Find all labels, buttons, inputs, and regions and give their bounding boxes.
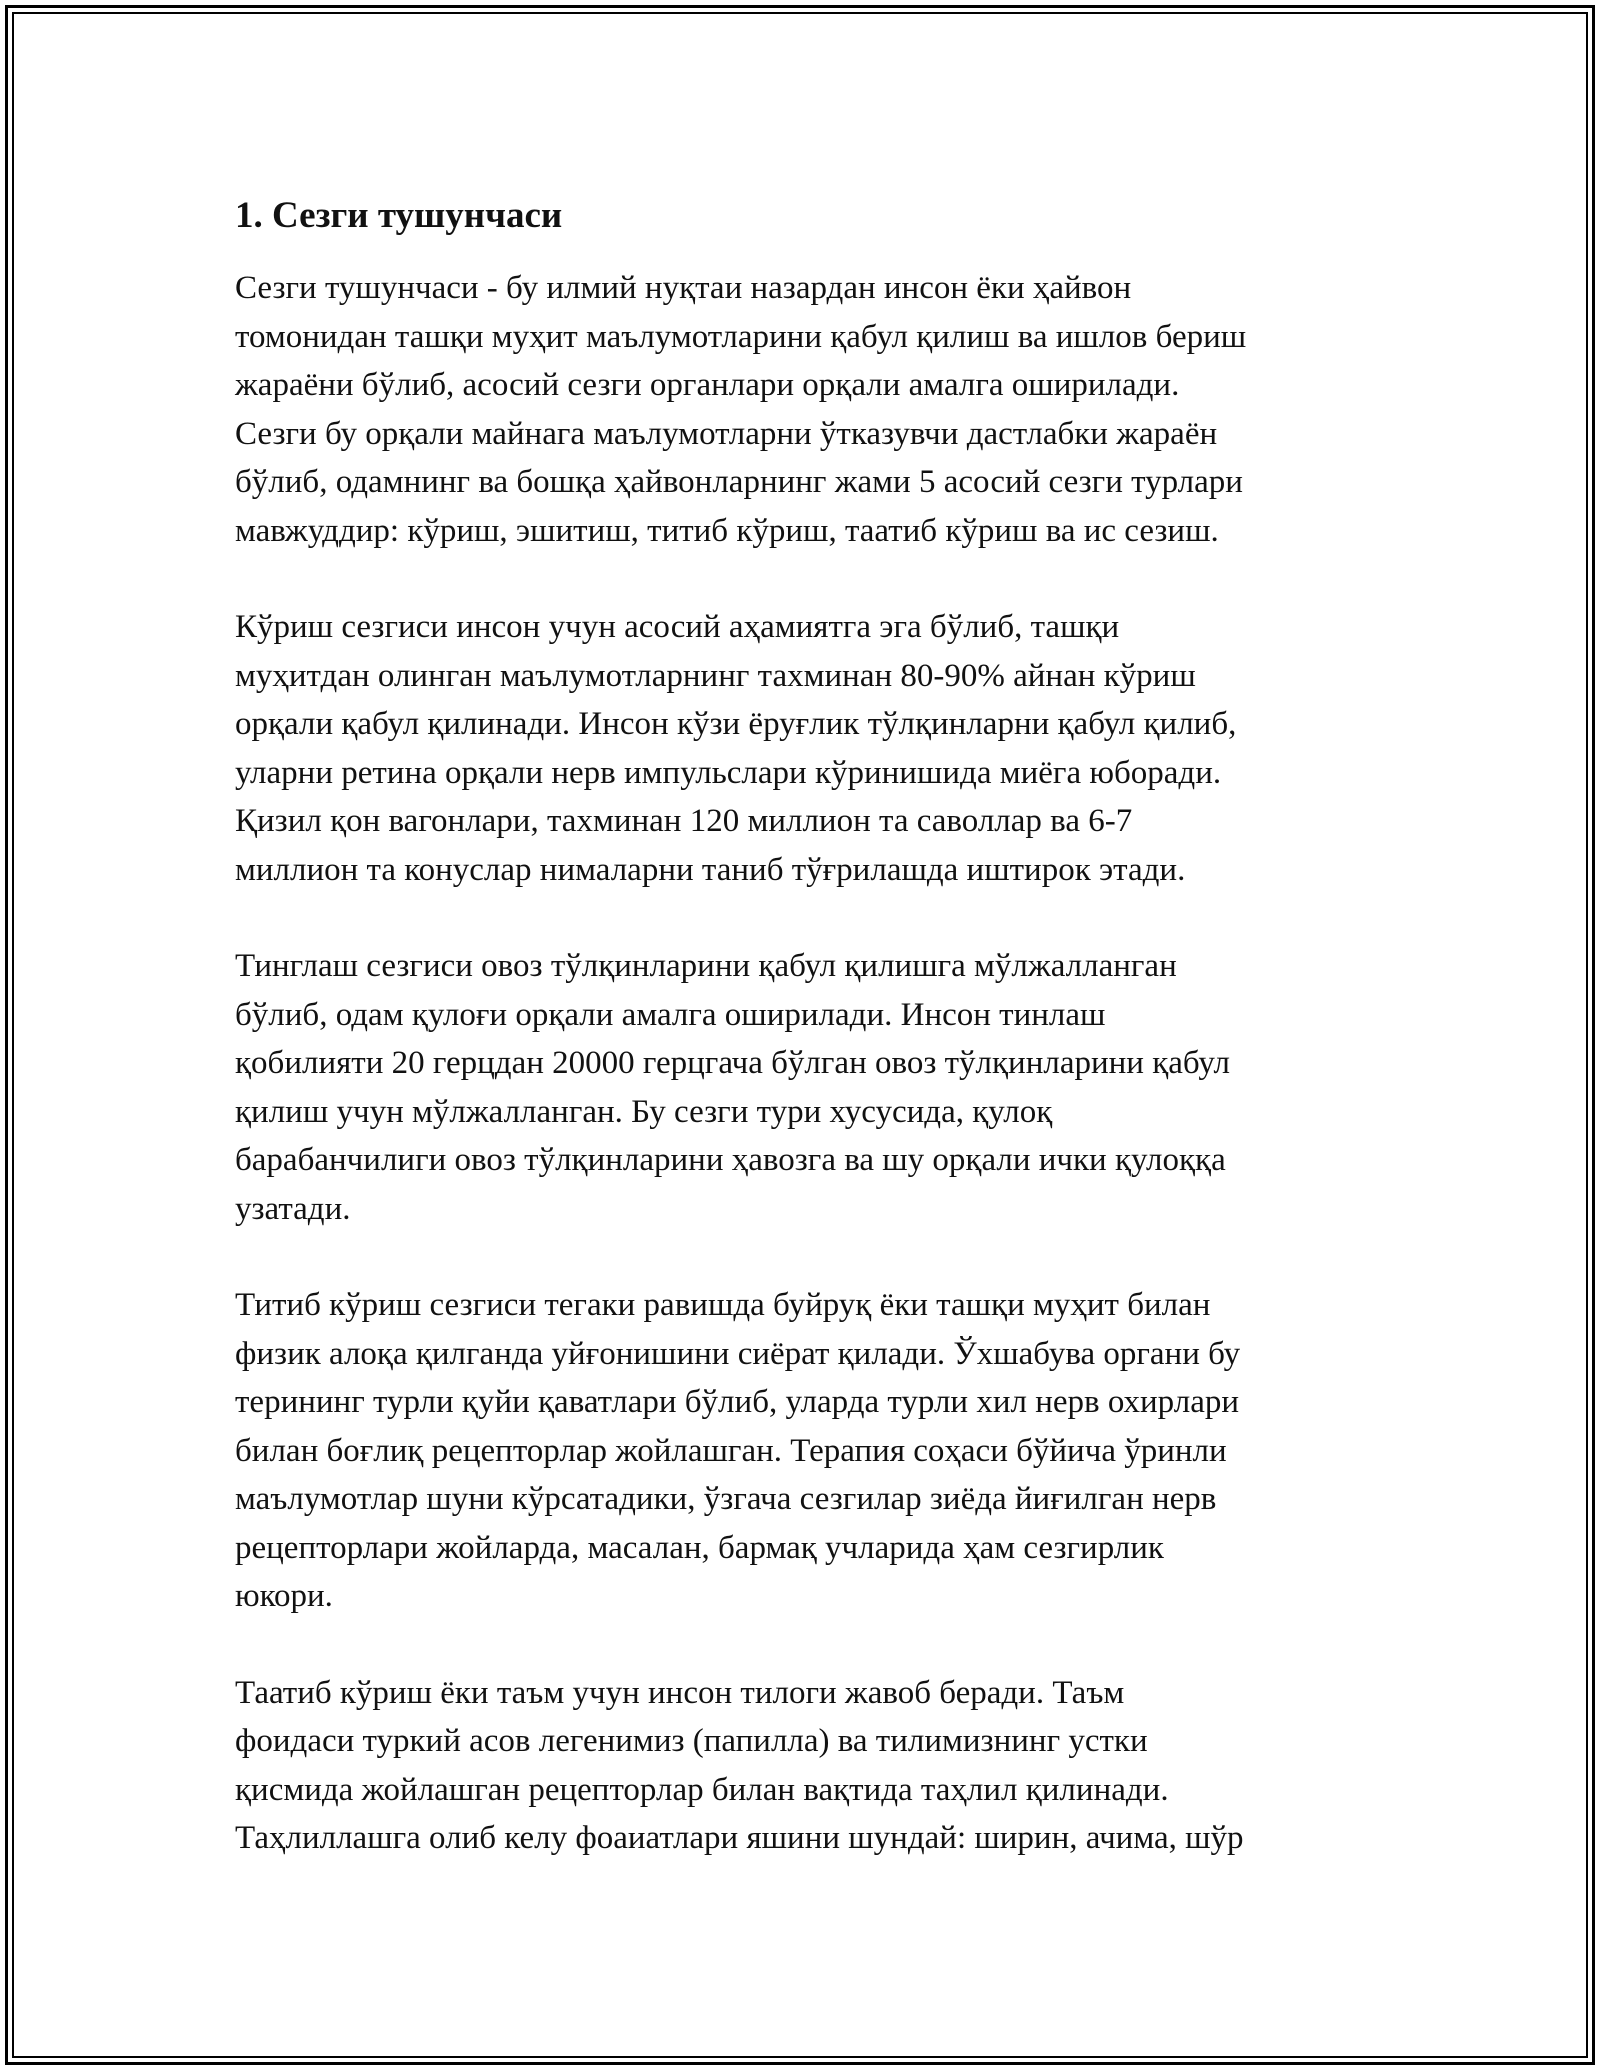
- text-line: маълумотлар шуни кўрсатадики, ўзгача сезгилар зиёда йиғилган нерв: [235, 1481, 1217, 1517]
- text-line: қилиш учун мўлжалланган. Бу сезги тури хусусида, қулоқ: [235, 1093, 1053, 1130]
- text-line: терининг турли қуйи қаватлари бўлиб, уларда турли хил нерв охирлари: [235, 1384, 1240, 1420]
- text-line: томонидан ташқи муҳит маълумотларини қабул қилиш ва ишлов бериш: [235, 318, 1247, 355]
- text-line: рецепторлари жойларда, масалан, бармақ учларида ҳам сезгирлик: [235, 1529, 1164, 1566]
- paragraph-intro: [235, 264, 1385, 555]
- text-line: Сезги тушунчаси - бу илмий нуқтаи назардан инсон ёки ҳайвон: [235, 270, 1132, 306]
- paragraph-hearing: [235, 942, 1385, 1233]
- text-line: қобилияти 20 герцдан 20000 герцгача бўлган овоз тўлқинларини қабул: [235, 1045, 1230, 1081]
- document-body: [235, 188, 1385, 1911]
- text-line: билан боғлиқ рецепторлар жойлашган. Терапия соҳаси бўйича ўринли: [235, 1432, 1227, 1469]
- text-line: физик алоқа қилганда уйғонишини сиёрат қилади. Ўхшабува органи бу: [235, 1335, 1241, 1372]
- text-line: орқали қабул қилинади. Инсон кўзи ёруғлик тўлқинларни қабул қилиб,: [235, 706, 1237, 742]
- text-line: Сезги бу орқали майнага маълумотларни ўтказувчи дастлабки жараён: [235, 415, 1218, 452]
- text-line: Таатиб кўриш ёки таъм учун инсон тилоги жавоб беради. Таъм: [235, 1674, 1125, 1711]
- text-line: Титиб кўриш сезгиси тегаки равишда буйруқ ёки ташқи муҳит билан: [235, 1287, 1211, 1323]
- text-line: миллион та конуслар нималарни таниб тўғрилашда иштирок этади.: [235, 851, 1186, 888]
- text-line: мавжуддир: кўриш, эшитиш, титиб кўриш, таатиб кўриш ва ис сезиш.: [235, 512, 1219, 549]
- text-line: фоидаси туркий асов легенимиз (папилла) ва тилимизнинг устки: [235, 1723, 1148, 1759]
- text-line: узатади.: [235, 1190, 351, 1227]
- text-line: бўлиб, одам қулоғи орқали амалга оширилади. Инсон тинлаш: [235, 996, 1106, 1033]
- text-line: қисмида жойлашган рецепторлар билан вақтида таҳлил қилинади.: [235, 1771, 1169, 1808]
- paragraph-vision: [235, 603, 1385, 894]
- text-line: Тинглаш сезгиси овоз тўлқинларини қабул қилишга мўлжалланган: [235, 948, 1177, 984]
- text-line: бўлиб, одамнинг ва бошқа ҳайвонларнинг жами 5 асосий сезги турлари: [235, 464, 1243, 500]
- text-line: барабанчилиги овоз тўлқинларини ҳавозга ва шу орқали ички қулоққа: [235, 1142, 1226, 1178]
- section-heading: 1. Сезги тушунчаси: [235, 195, 563, 236]
- text-line: муҳитдан олинган маълумотларнинг тахминан 80-90% айнан кўриш: [235, 657, 1196, 694]
- text-line: Қизил қон вагонлари, тахминан 120 миллион та саволлар ва 6-7: [235, 803, 1133, 839]
- text-line: уларни ретина орқали нерв импульслари кўринишида миёга юборади.: [235, 754, 1222, 791]
- text-line: Таҳлиллашга олиб келу фоаиатлари яшини шундай: ширин, ачима, шўр: [235, 1820, 1244, 1856]
- text-line: жараёни бўлиб, асосий сезги органлари орқали амалга оширилади.: [235, 367, 1180, 403]
- paragraph-touch: [235, 1281, 1385, 1621]
- paragraph-taste: [235, 1669, 1385, 1863]
- text-line: юкори.: [235, 1578, 333, 1614]
- text-line: Кўриш сезгиси инсон учун асосий аҳамиятга эга бўлиб, ташқи: [235, 609, 1120, 645]
